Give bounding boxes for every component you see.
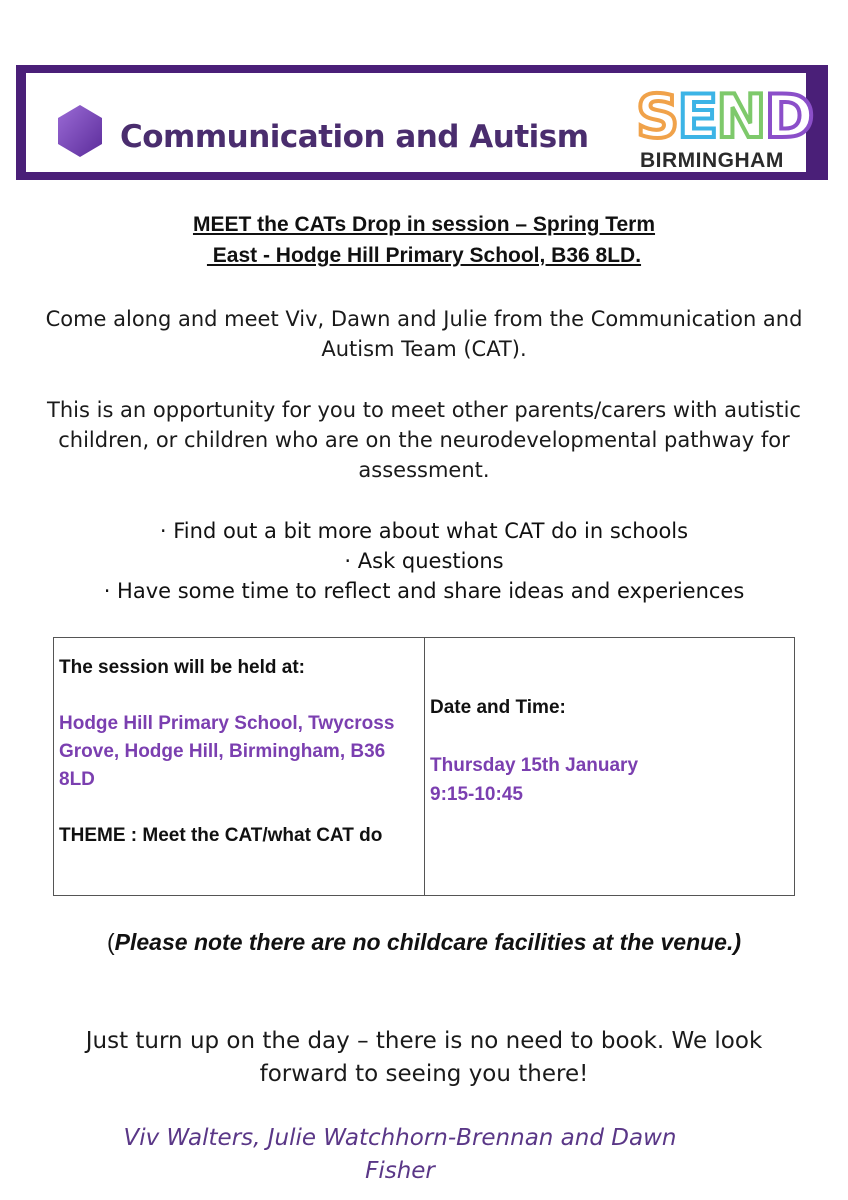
childcare-note — [70, 926, 778, 959]
banner-title: Communication and Autism — [120, 119, 589, 155]
session-heading: MEET the CATs Drop in session – Spring Term — [192, 213, 656, 236]
logo-letter-n: N — [716, 82, 765, 152]
logo-letter-d: D — [764, 82, 813, 152]
header-banner — [16, 65, 828, 180]
bullet-item: · Have some time to reflect and share ideas and experiences — [103, 579, 745, 603]
location-label: The session will be held at: — [59, 657, 305, 678]
session-details-table — [53, 637, 795, 896]
session-location-heading: East - Hodge Hill Primary School, B36 8LD. — [206, 244, 642, 267]
note-open-paren: ( — [106, 929, 115, 955]
note-text: Please note there are no childcare facilities at the venue.) — [114, 929, 742, 955]
theme-text: THEME : Meet the CAT/what CAT do — [59, 825, 383, 846]
signature: Viv Walters, Julie Watchhorn-Brennan and Dawn Fisher — [123, 1125, 677, 1184]
session-date: Thursday 15th January — [430, 755, 639, 776]
send-logo-word — [636, 82, 813, 152]
datetime-label: Date and Time: — [430, 697, 566, 718]
logo-letter-s: S — [636, 82, 678, 152]
location-value: Hodge Hill Primary School, Twycross Grove, Hodge Hill, Birmingham, B36 8LD — [59, 713, 395, 790]
session-time: 9:15-10:45 — [430, 784, 523, 805]
logo-letter-e: E — [677, 82, 717, 152]
table-divider — [424, 638, 425, 895]
intro-paragraph: Come along and meet Viv, Dawn and Julie from the Communication and Autism Team (CAT). — [45, 307, 803, 361]
closing-paragraph: Just turn up on the day – there is no need to book. We look forward to seeing you there! — [85, 1028, 763, 1087]
banner-panel — [26, 73, 813, 172]
bullet-item: · Find out a bit more about what CAT do in schools — [159, 519, 689, 543]
send-birmingham-logo — [636, 82, 820, 173]
bullet-item: · Ask questions — [344, 549, 504, 573]
logo-subtitle: BIRMINGHAM — [640, 149, 784, 172]
opportunity-paragraph: This is an opportunity for you to meet other parents/carers with autistic children, or children who are on the neurodevelopmental pathway for assessment. — [47, 398, 801, 482]
hexagon-icon — [56, 103, 104, 159]
